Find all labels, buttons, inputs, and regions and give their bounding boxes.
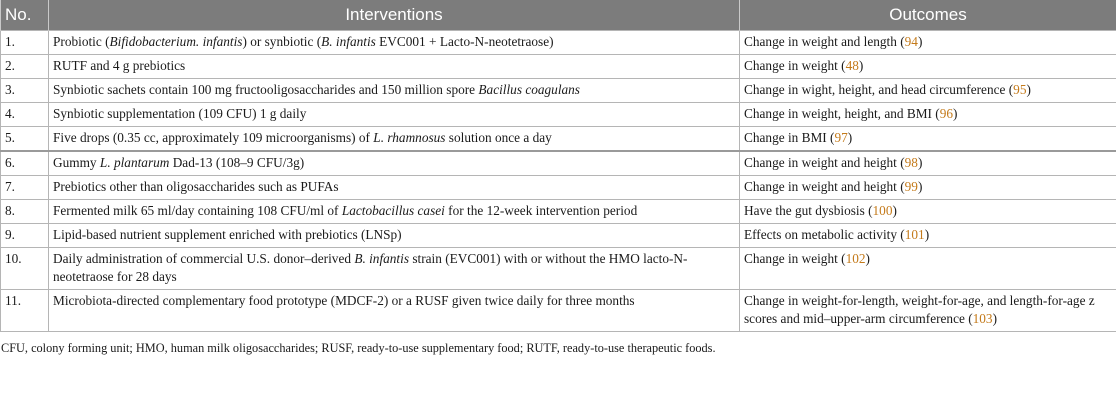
cell-text: ) [892, 203, 897, 218]
cell-text: Fermented milk 65 ml/day containing 108 CFU/ml of [53, 203, 342, 218]
cell-text: Change in weight and height ( [744, 155, 905, 170]
intervention-cell [49, 248, 740, 290]
outcome-cell [740, 176, 1116, 200]
cell-text: strain (EVC001) with or without the HMO lacto-N-neotetraose for 28 days [53, 251, 688, 284]
cell-text: ) [858, 58, 864, 73]
cell-text: EVC001 + Lacto-N-neotetraose) [375, 34, 554, 49]
reference-link[interactable]: 97 [834, 130, 848, 145]
table-row [1, 79, 1116, 103]
table-footnote: CFU, colony forming unit; HMO, human milk oligosaccharides; RUSF, ready-to-use supplementary food; RUTF, ready-to-use therapeutic foods. [1, 341, 716, 355]
italic-term: Bacillus coagulans [478, 82, 580, 97]
intervention-cell [49, 103, 740, 127]
cell-text: Change in weight ( [744, 58, 846, 73]
cell-text: ) [917, 155, 923, 170]
cell-text: Synbiotic supplementation (109 CFU) 1 g daily [53, 106, 307, 121]
cell-text: Dad-13 (108–9 CFU/3g) [169, 155, 305, 170]
reference-link[interactable]: 100 [872, 203, 893, 218]
reference-link[interactable]: 99 [904, 179, 918, 194]
table-row [1, 248, 1116, 290]
outcome-cell [740, 151, 1116, 176]
table-row [1, 55, 1116, 79]
row-number: 1. [1, 31, 49, 55]
cell-text: Change in weight and height ( [744, 179, 905, 194]
outcome-cell [740, 127, 1116, 152]
table-row [1, 103, 1116, 127]
cell-text: Change in weight-for-length, weight-for-age, and length-for-age z scores and mid–upper-arm circumference ( [744, 293, 1095, 326]
header-interventions: Interventions [49, 0, 740, 31]
italic-term: Bifidobacterium. infantis [109, 34, 243, 49]
outcome-cell [740, 290, 1116, 332]
outcome-cell [740, 79, 1116, 103]
row-number: 6. [1, 151, 49, 176]
cell-text: Effects on metabolic activity ( [744, 227, 905, 242]
intervention-cell [49, 176, 740, 200]
outcome-cell [740, 200, 1116, 224]
row-number: 10. [1, 248, 49, 290]
cell-text: Change in weight and length ( [744, 34, 905, 49]
table-body [1, 31, 1116, 332]
cell-text: RUTF and 4 g prebiotics [53, 58, 186, 73]
italic-term: L. plantarum [99, 155, 170, 170]
table-row [1, 200, 1116, 224]
italic-term: Lactobacillus casei [341, 203, 445, 218]
row-number: 5. [1, 127, 49, 152]
cell-text: ) [1026, 82, 1031, 97]
cell-text: Five drops (0.35 cc, approximately 109 microorganisms) of [53, 130, 374, 145]
cell-text: ) [992, 311, 998, 326]
italic-term: L. rhamnosus [373, 130, 446, 145]
intervention-cell [49, 31, 740, 55]
row-number: 11. [1, 290, 49, 332]
table-row [1, 290, 1116, 332]
italic-term: B. infantis [321, 34, 376, 49]
table-row [1, 127, 1116, 152]
header-outcomes: Outcomes [740, 0, 1116, 31]
cell-text: for the 12-week intervention period [444, 203, 638, 218]
reference-link[interactable]: 103 [972, 311, 993, 326]
reference-link[interactable]: 101 [904, 227, 925, 242]
cell-text: ) [917, 179, 923, 194]
intervention-cell [49, 290, 740, 332]
outcome-cell [740, 103, 1116, 127]
cell-text: Synbiotic sachets contain 100 mg fructooligosaccharides and 150 million spore [53, 82, 479, 97]
table-row [1, 224, 1116, 248]
cell-text: Prebiotics other than oligosaccharides such as PUFAs [53, 179, 339, 194]
row-number: 9. [1, 224, 49, 248]
row-number: 3. [1, 79, 49, 103]
cell-text: Lipid-based nutrient supplement enriched with prebiotics (LNSp) [53, 227, 402, 242]
italic-term: B. infantis [354, 251, 409, 266]
cell-text: Change in BMI ( [744, 130, 835, 145]
cell-text: ) [865, 251, 870, 266]
outcome-cell [740, 248, 1116, 290]
row-number: 8. [1, 200, 49, 224]
table-row [1, 31, 1116, 55]
header-row [1, 0, 1116, 31]
cell-text: Change in weight, height, and BMI ( [744, 106, 940, 121]
intervention-cell [49, 224, 740, 248]
intervention-cell [49, 200, 740, 224]
row-number: 2. [1, 55, 49, 79]
intervention-cell [49, 79, 740, 103]
reference-link[interactable]: 95 [1013, 82, 1027, 97]
cell-text: Microbiota-directed complementary food prototype (MDCF-2) or a RUSF given twice daily for three months [53, 293, 635, 308]
outcome-cell [740, 224, 1116, 248]
cell-text: ) [924, 227, 930, 242]
cell-text: ) [917, 34, 923, 49]
intervention-cell [49, 151, 740, 176]
reference-link[interactable]: 48 [845, 58, 859, 73]
reference-link[interactable]: 96 [939, 106, 954, 121]
reference-link[interactable]: 94 [904, 34, 918, 49]
cell-text: ) or synbiotic ( [242, 34, 322, 49]
cell-text: Probiotic ( [53, 34, 110, 49]
intervention-cell [49, 55, 740, 79]
table-row [1, 151, 1116, 176]
cell-text: Gummy [53, 155, 100, 170]
header-no: No. [1, 0, 49, 31]
intervention-cell [49, 127, 740, 152]
cell-text: Change in weight ( [744, 251, 846, 266]
cell-text: solution once a day [445, 130, 552, 145]
outcome-cell [740, 31, 1116, 55]
table-header [1, 0, 1116, 31]
cell-text: Change in wight, height, and head circumference ( [744, 82, 1014, 97]
reference-link[interactable]: 102 [845, 251, 866, 266]
outcome-cell [740, 55, 1116, 79]
row-number: 4. [1, 103, 49, 127]
cell-text: Daily administration of commercial U.S. donor–derived [53, 251, 355, 266]
reference-link[interactable]: 98 [904, 155, 918, 170]
cell-text: ) [847, 130, 853, 145]
cell-text: Have the gut dysbiosis ( [744, 203, 873, 218]
table-row [1, 176, 1116, 200]
row-number: 7. [1, 176, 49, 200]
cell-text: ) [953, 106, 958, 121]
